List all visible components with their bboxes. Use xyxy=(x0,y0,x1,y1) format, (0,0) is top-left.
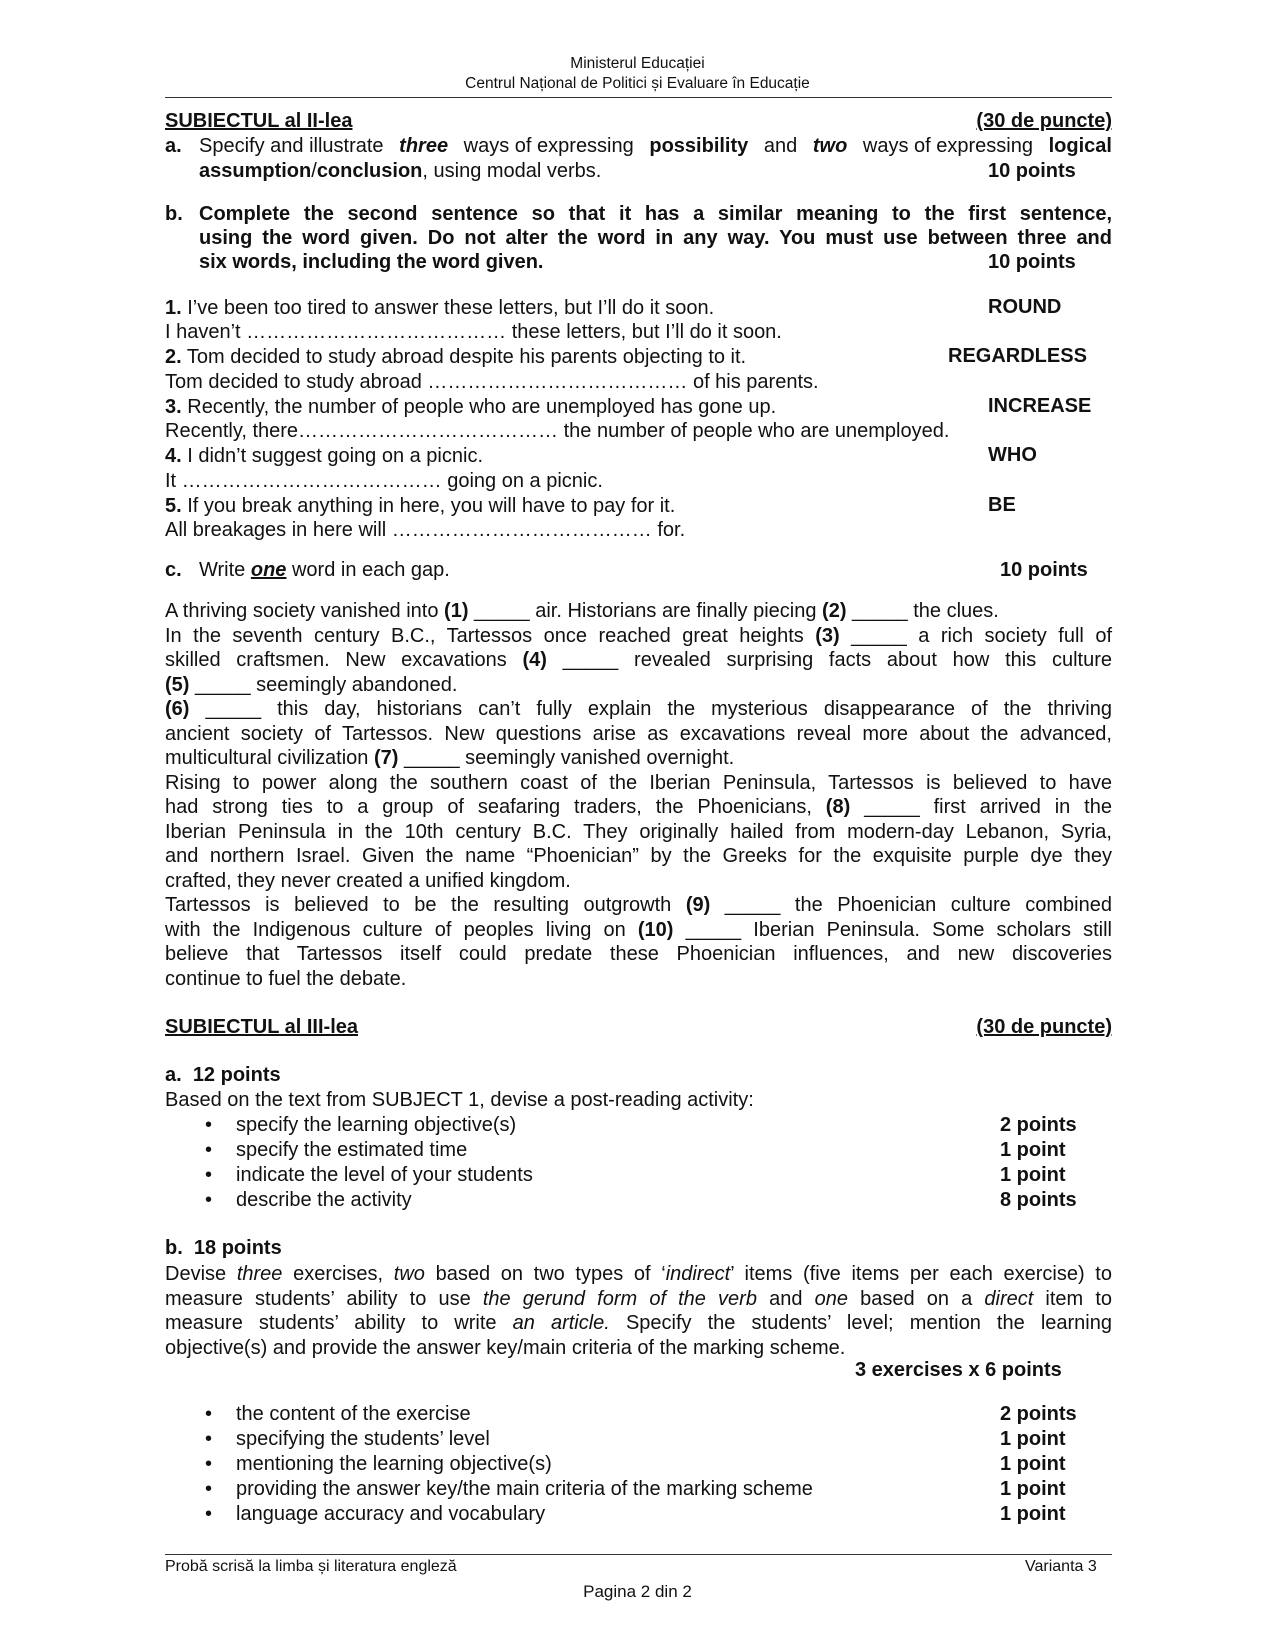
bullet-points: 8 points xyxy=(1000,1189,1077,1211)
s3-a-bullet-item: specify the learning objective(s) xyxy=(236,1114,517,1136)
subject-3-title: SUBIECTUL al III-lea xyxy=(165,1016,359,1038)
transform-item-sentence: 3. Recently, the number of people who are unemployed has gone up. xyxy=(165,396,777,418)
bullet-dot: • xyxy=(205,1403,213,1425)
s3-b-heading: b. 18 points xyxy=(165,1237,282,1259)
bullet-dot: • xyxy=(205,1164,213,1186)
task-b-label: b. xyxy=(165,203,183,225)
s3-a-intro: Based on the text from SUBJECT 1, devise a post-reading activity: xyxy=(165,1089,754,1111)
task-c-label: c. xyxy=(165,559,182,581)
s3-b-paragraph-line: Devise three exercises, two based on two types of ‘indirect’ items (five items per each exercise) to xyxy=(165,1263,1112,1285)
bullet-points: 1 point xyxy=(1000,1139,1066,1161)
bullet-dot: • xyxy=(205,1428,213,1450)
subject-2-points: (30 de puncte) xyxy=(976,110,1112,132)
bullet-points: 1 point xyxy=(1000,1164,1066,1186)
bullet-dot: • xyxy=(205,1114,213,1136)
key-word: REGARDLESS xyxy=(948,345,1087,367)
transform-item-rewrite: It ………………………………… going on a picnic. xyxy=(165,470,603,492)
passage-line: multicultural civilization (7) _____ seemingly vanished overnight. xyxy=(165,747,735,769)
footer-right: Varianta 3 xyxy=(1025,1558,1097,1575)
s3-b-paragraph-line: measure students’ ability to write an article. Specify the students’ level; mention the learning xyxy=(165,1312,1112,1334)
bullet-points: 1 point xyxy=(1000,1478,1066,1500)
passage-line: believe that Tartessos itself could predate these Phoenician influences, and new discoveries xyxy=(165,943,1112,965)
subject-3-heading xyxy=(165,1016,1112,1039)
task-c-instruction: Write one word in each gap. xyxy=(199,559,450,581)
bullet-points: 1 point xyxy=(1000,1503,1066,1525)
passage-line: had strong ties to a group of seafaring traders, the Phoenicians, (8) _____ first arrived in the xyxy=(165,796,1112,818)
passage-line: (6) _____ this day, historians can’t fully explain the mysterious disappearance of the thriving xyxy=(165,698,1112,720)
bullet-dot: • xyxy=(205,1453,213,1475)
task-a-label: a. xyxy=(165,135,182,157)
bullet-dot: • xyxy=(205,1189,213,1211)
s3-b-bullet-item: providing the answer key/the main criteria of the marking scheme xyxy=(236,1478,813,1500)
passage-line: crafted, they never created a unified kingdom. xyxy=(165,869,571,892)
footer-rule xyxy=(165,1554,1112,1555)
transform-item-sentence: 4. I didn’t suggest going on a picnic. xyxy=(165,445,483,467)
bullet-points: 2 points xyxy=(1000,1403,1077,1425)
s3-b-paragraph-line: measure students’ ability to use the gerund form of the verb and one based on a direct item to xyxy=(165,1287,1113,1310)
footer-page: Pagina 2 din 2 xyxy=(583,1582,692,1601)
task-c-points: 10 points xyxy=(1000,559,1088,581)
s3-b-total: 3 exercises x 6 points xyxy=(855,1359,1062,1381)
transform-item-rewrite: Recently, there………………………………… the number of people who are unemployed. xyxy=(165,420,950,442)
bullet-points: 1 point xyxy=(1000,1453,1066,1475)
passage-line: Tartessos is believed to be the resulting outgrowth (9) _____ the Phoenician culture combined xyxy=(165,894,1112,916)
subject-2-heading xyxy=(165,110,1112,133)
s3-b-bullet-item: language accuracy and vocabulary xyxy=(236,1503,546,1525)
passage-line: ancient society of Tartessos. New questions arise as excavations reveal more about the advanced, xyxy=(165,722,1112,745)
transform-item-sentence: 1. I’ve been too tired to answer these letters, but I’ll do it soon. xyxy=(165,297,715,319)
passage-line: with the Indigenous culture of peoples living on (10) _____ Iberian Peninsula. Some scholars still xyxy=(165,918,1112,941)
header-ministry: Ministerul Educației xyxy=(570,55,705,72)
task-b-line3: six words, including the word given. xyxy=(199,251,544,273)
passage-line: Iberian Peninsula in the 10th century B.C. They originally hailed from modern-day Lebanon, Syria, xyxy=(165,820,1112,843)
s3-a-bullet-item: specify the estimated time xyxy=(236,1139,468,1161)
key-word: ROUND xyxy=(988,296,1062,318)
transform-item-sentence: 2. Tom decided to study abroad despite his parents objecting to it. xyxy=(165,346,747,368)
task-a-line2: assumption/conclusion, using modal verbs. xyxy=(199,160,602,182)
subject-3-points: (30 de puncte) xyxy=(976,1016,1112,1038)
transform-item-rewrite: All breakages in here will ………………………………… for. xyxy=(165,519,686,541)
s3-b-bullet-item: the content of the exercise xyxy=(236,1403,471,1425)
bullet-dot: • xyxy=(205,1478,213,1500)
subject-2-title: SUBIECTUL al II-lea xyxy=(165,110,353,132)
transform-item-rewrite: Tom decided to study abroad ………………………………… of his parents. xyxy=(165,371,819,393)
header-center: Centrul Național de Politici și Evaluare în Educație xyxy=(465,75,810,92)
header-rule xyxy=(165,97,1112,98)
bullet-points: 1 point xyxy=(1000,1428,1066,1450)
bullet-dot: • xyxy=(205,1503,213,1525)
task-a-points: 10 points xyxy=(988,160,1076,182)
passage-line: In the seventh century B.C., Tartessos once reached great heights (3) _____ a rich society full of xyxy=(165,624,1112,647)
task-a-line1: Specify and illustrate three ways of expressing possibility and two ways of expressing logical xyxy=(199,135,1112,157)
passage-line: skilled craftsmen. New excavations (4) _____ revealed surprising facts about how this culture xyxy=(165,649,1112,671)
key-word: BE xyxy=(988,494,1016,516)
task-b-line1: Complete the second sentence so that it has a similar meaning to the first sentence, xyxy=(199,203,1112,225)
s3-b-bullet-item: mentioning the learning objective(s) xyxy=(236,1453,552,1475)
passage-line: A thriving society vanished into (1) _____ air. Historians are finally piecing (2) _____ the clues. xyxy=(165,600,999,622)
bullet-points: 2 points xyxy=(1000,1114,1077,1136)
transform-item-sentence: 5. If you break anything in here, you will have to pay for it. xyxy=(165,495,676,517)
transform-item-rewrite: I haven’t ………………………………… these letters, but I’ll do it soon. xyxy=(165,321,782,343)
passage-line: continue to fuel the debate. xyxy=(165,967,407,990)
task-b-points: 10 points xyxy=(988,251,1076,273)
passage-line: Rising to power along the southern coast of the Iberian Peninsula, Tartessos is believed to have xyxy=(165,771,1112,794)
s3-a-heading: a. 12 points xyxy=(165,1064,281,1086)
s3-b-bullet-item: specifying the students’ level xyxy=(236,1428,490,1450)
s3-b-paragraph-line: objective(s) and provide the answer key/main criteria of the marking scheme. xyxy=(165,1336,846,1359)
passage-line: (5) _____ seemingly abandoned. xyxy=(165,673,458,696)
s3-a-bullet-item: describe the activity xyxy=(236,1189,412,1211)
key-word: WHO xyxy=(988,444,1037,466)
key-word: INCREASE xyxy=(988,395,1092,417)
bullet-dot: • xyxy=(205,1139,213,1161)
s3-a-bullet-item: indicate the level of your students xyxy=(236,1164,533,1186)
footer-left: Probă scrisă la limba și literatura engleză xyxy=(165,1558,457,1575)
passage-line: and northern Israel. Given the name “Phoenician” by the Greeks for the exquisite purple dye they xyxy=(165,845,1112,867)
task-b-line2: using the word given. Do not alter the word in any way. You must use between three and xyxy=(199,227,1112,249)
